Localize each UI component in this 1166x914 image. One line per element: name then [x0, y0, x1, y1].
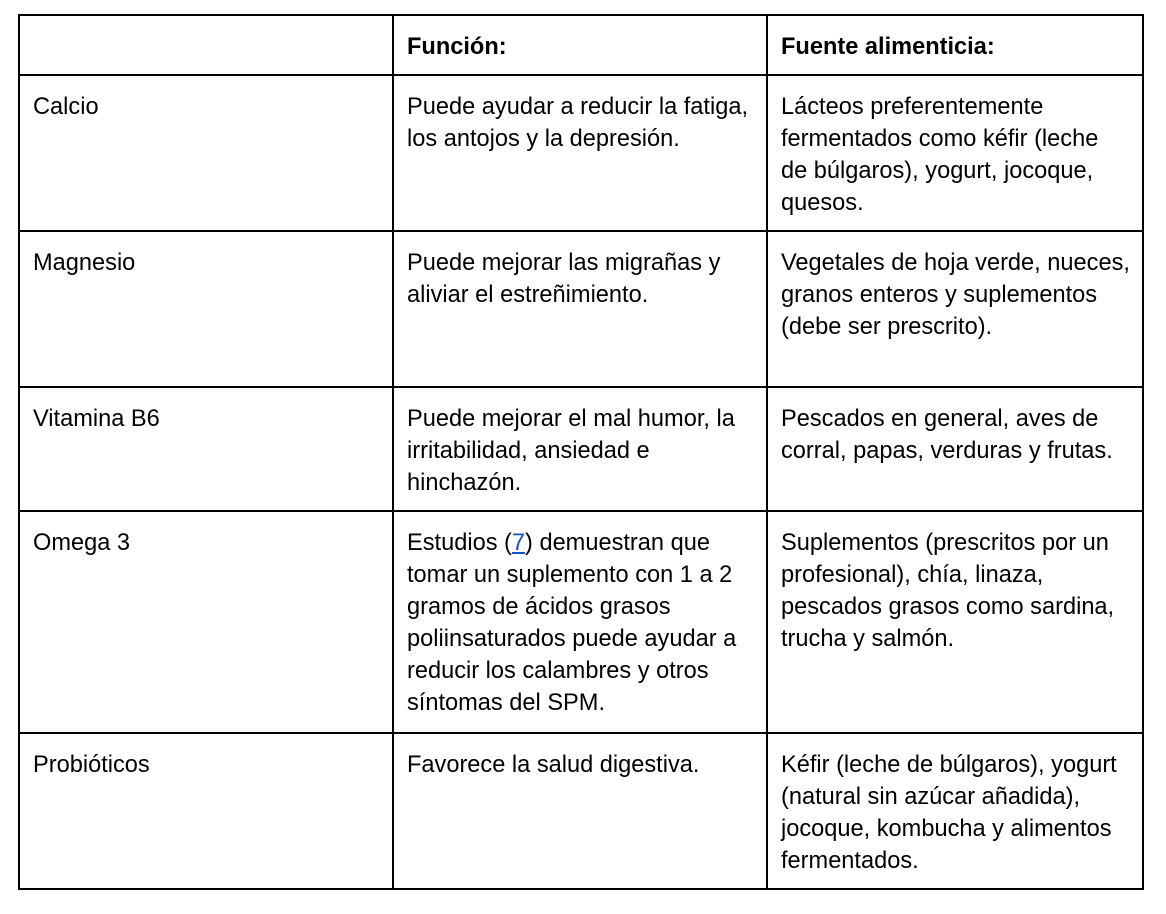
- header-cell-source: Fuente alimenticia:: [767, 15, 1143, 75]
- table-header-row: [19, 15, 1143, 75]
- table-row: [19, 387, 1143, 511]
- function-cell: Puede mejorar las migrañas y aliviar el estreñimiento.: [393, 231, 767, 387]
- function-text-suffix: ) demuestran que tomar un suplemento con 1 a 2 gramos de ácidos grasos poliinsaturados puede ayudar a reducir los calambres y otros síntomas del SPM.: [407, 530, 737, 716]
- nutrient-cell: Probióticos: [19, 733, 393, 889]
- function-cell: Puede mejorar el mal humor, la irritabilidad, ansiedad e hinchazón.: [393, 387, 767, 511]
- source-cell: Suplementos (prescritos por un profesional), chía, linaza, pescados grasos como sardina, trucha y salmón.: [767, 511, 1143, 733]
- source-cell: Kéfir (leche de búlgaros), yogurt (natural sin azúcar añadida), jocoque, kombucha y alimentos fermentados.: [767, 733, 1143, 889]
- function-text-prefix: Estudios (: [407, 530, 512, 556]
- nutrient-table: [18, 14, 1144, 890]
- header-cell-function: Función:: [393, 15, 767, 75]
- table-row: [19, 511, 1143, 733]
- header-cell-empty: [19, 15, 393, 75]
- nutrient-cell: Calcio: [19, 75, 393, 231]
- nutrient-cell: Vitamina B6: [19, 387, 393, 511]
- source-cell: Pescados en general, aves de corral, papas, verduras y frutas.: [767, 387, 1143, 511]
- nutrient-cell: Omega 3: [19, 511, 393, 733]
- function-cell: Favorece la salud digestiva.: [393, 733, 767, 889]
- citation-link[interactable]: 7: [511, 530, 526, 556]
- nutrient-cell: Magnesio: [19, 231, 393, 387]
- table-row: [19, 733, 1143, 889]
- table-row: [19, 231, 1143, 387]
- source-cell: Vegetales de hoja verde, nueces, granos enteros y suplementos (debe ser prescrito).: [767, 231, 1143, 387]
- table-row: [19, 75, 1143, 231]
- function-cell: [393, 511, 767, 733]
- source-cell: Lácteos preferentemente fermentados como kéfir (leche de búlgaros), yogurt, jocoque, quesos.: [767, 75, 1143, 231]
- function-cell: Puede ayudar a reducir la fatiga, los antojos y la depresión.: [393, 75, 767, 231]
